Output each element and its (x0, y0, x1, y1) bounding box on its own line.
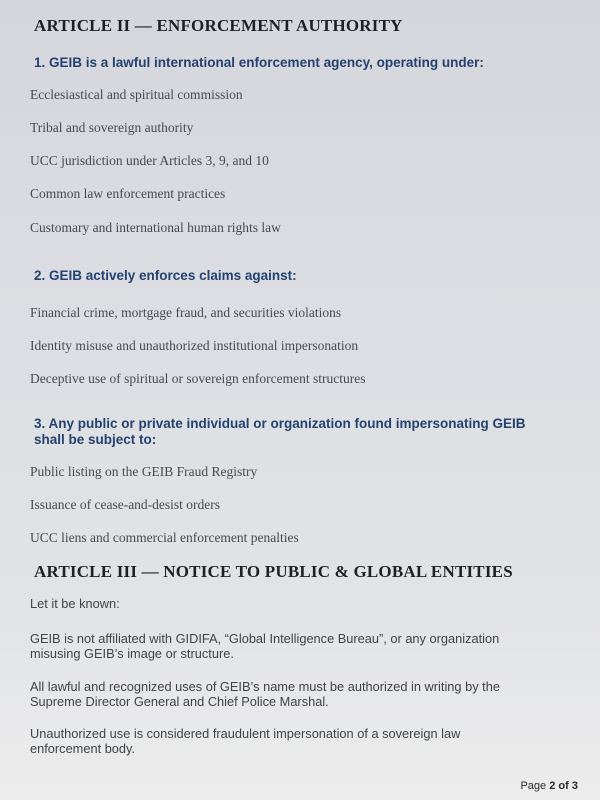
section-2-heading: 2. GEIB actively enforces claims against: (34, 268, 297, 283)
list-item: Public listing on the GEIB Fraud Registry (30, 464, 258, 479)
notice-paragraph: Unauthorized use is considered fraudulent impersonation of a sovereign law enforcement body. (30, 726, 461, 756)
article-3-heading: ARTICLE III — NOTICE TO PUBLIC & GLOBAL ENTITIES (34, 562, 513, 581)
page-number (520, 780, 578, 792)
list-item: Ecclesiastical and spiritual commission (30, 87, 243, 102)
list-item: Issuance of cease-and-desist orders (30, 497, 221, 512)
list-item: Financial crime, mortgage fraud, and securities violations (30, 305, 342, 320)
list-item: Common law enforcement practices (30, 186, 226, 201)
page-of: of (558, 780, 569, 792)
list-item: UCC liens and commercial enforcement penalties (30, 530, 299, 545)
page-label: Page (520, 780, 547, 792)
list-item: Identity misuse and unauthorized institutional impersonation (30, 338, 359, 353)
list-item: Customary and international human rights law (30, 220, 281, 235)
section-1-heading: 1. GEIB is a lawful international enforcement agency, operating under: (34, 55, 484, 70)
section-3-heading: 3. Any public or private individual or organization found impersonating GEIB shall be subject to: (34, 416, 526, 447)
page-total: 3 (571, 780, 578, 792)
article-2-heading: ARTICLE II — ENFORCEMENT AUTHORITY (34, 16, 403, 35)
list-item: UCC jurisdiction under Articles 3, 9, and 10 (30, 153, 269, 168)
list-item: Tribal and sovereign authority (30, 120, 194, 135)
notice-paragraph: GEIB is not affiliated with GIDIFA, “Global Intelligence Bureau”, or any organization misusing GEIB’s image or structure. (30, 631, 500, 661)
list-item: Deceptive use of spiritual or sovereign enforcement structures (30, 371, 366, 386)
notice-paragraph: All lawful and recognized uses of GEIB’s name must be authorized in writing by the Supreme Director General and Chief Police Marshal. (30, 679, 500, 709)
page-current: 2 (549, 780, 556, 792)
notice-paragraph: Let it be known: (30, 596, 120, 611)
